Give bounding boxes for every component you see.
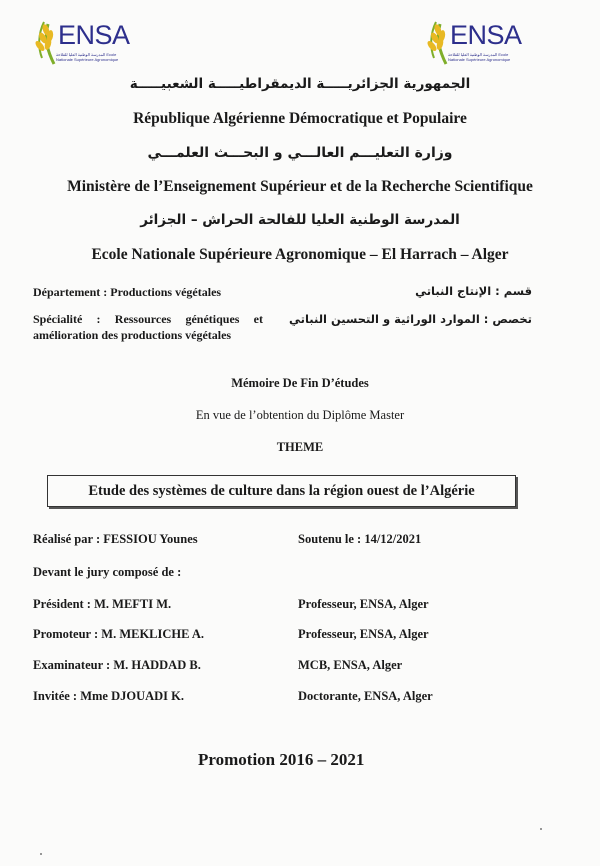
- scan-speck: [540, 828, 542, 830]
- logo-subtitle: المدرسة الوطنية العليا للفلاحة Ecole Nationale Supérieure Agronomique: [56, 52, 119, 62]
- specialty-french-line1: Spécialité : Ressources génétiques et: [33, 312, 263, 326]
- ministry-french: Ministère de l’Enseignement Supérieur et de la Recherche Scientifique: [67, 178, 533, 195]
- promotion: Promotion 2016 – 2021: [198, 750, 365, 769]
- school-arabic: المدرسة الوطنية العليا للفالحة الحراش – الجزائر: [140, 212, 460, 228]
- logo-text: ENSA: [450, 20, 522, 50]
- jury-role-promoteur: Promoteur : M. MEKLICHE A.: [33, 627, 205, 641]
- jury-title-promoteur: Professeur, ENSA, Alger: [298, 627, 429, 641]
- republic-french: République Algérienne Démocratique et Populaire: [133, 110, 467, 127]
- logo-text: ENSA: [58, 20, 130, 50]
- department-french: Département : Productions végétales: [33, 285, 222, 299]
- ensa-logo-right: [426, 14, 522, 66]
- jury-role-examinateur: Examinateur : M. HADDAD B.: [33, 658, 201, 672]
- jury-role-invitee: Invitée : Mme DJOUADI K.: [33, 689, 185, 703]
- republic-arabic: الجمهورية الجزائريـــــة الديمقراطيـــــة الشعبيـــــة: [129, 76, 471, 92]
- theme-label: THEME: [276, 440, 324, 454]
- realise-par: Réalisé par : FESSIOU Younes: [33, 532, 198, 546]
- memoire-subtitle: En vue de l’obtention du Diplôme Master: [195, 408, 405, 422]
- memoire-title: Mémoire De Fin D’études: [231, 376, 369, 390]
- school-french: Ecole Nationale Supérieure Agronomique – El Harrach – Alger: [91, 246, 509, 263]
- theme-title: Etude des systèmes de culture dans la région ouest de l’Algérie: [88, 483, 475, 499]
- department-arabic: قسم : الإنتاج النباتي: [415, 284, 532, 298]
- specialty-french-line2: amélioration des productions végétales: [33, 328, 232, 342]
- ensa-logo-left: [34, 14, 130, 66]
- jury-intro: Devant le jury composé de :: [33, 565, 182, 579]
- jury-title-examinateur: MCB, ENSA, Alger: [298, 658, 403, 672]
- jury-role-president: Président : M. MEFTI M.: [33, 597, 172, 611]
- theme-box: [47, 475, 516, 507]
- soutenu-le: Soutenu le : 14/12/2021: [298, 532, 422, 546]
- jury-title-invitee: Doctorante, ENSA, Alger: [298, 689, 433, 703]
- jury-title-president: Professeur, ENSA, Alger: [298, 597, 429, 611]
- ministry-arabic: وزارة التعليـــم العالـــي و البحـــث العلمـــي: [147, 145, 453, 161]
- logo-subtitle: المدرسة الوطنية العليا للفلاحة Ecole Nationale Supérieure Agronomique: [448, 52, 511, 62]
- specialty-arabic: تخصص : الموارد الوراثية و التحسين النباتي: [289, 312, 532, 326]
- scan-speck: [40, 853, 42, 855]
